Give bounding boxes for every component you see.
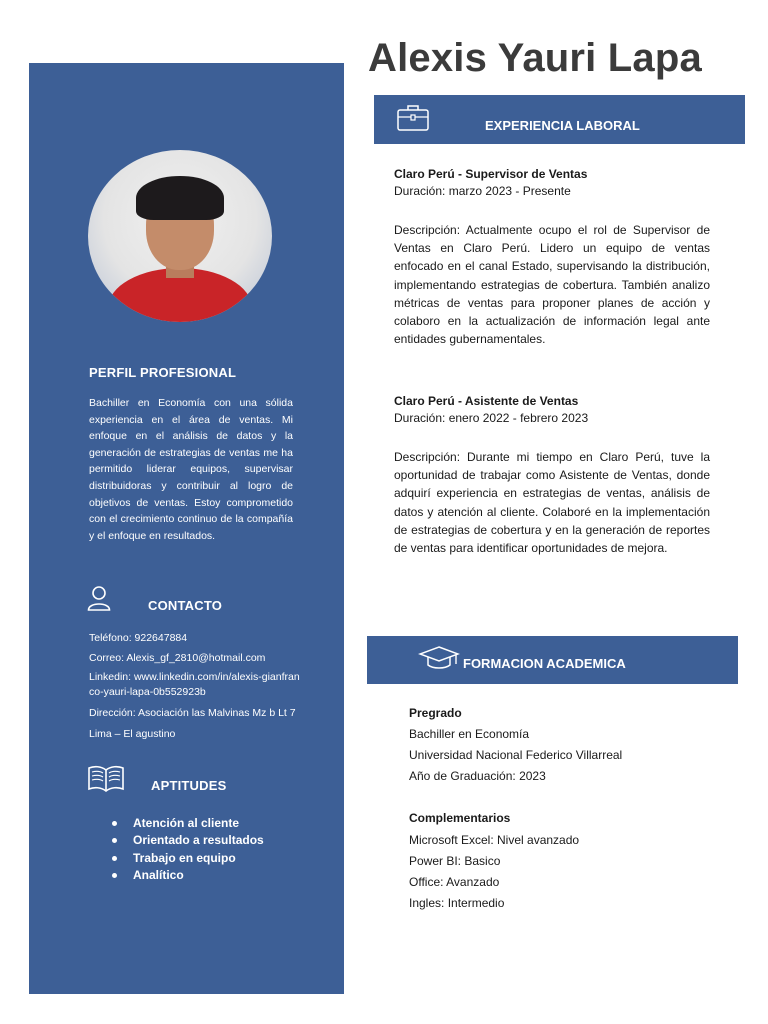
education-item: Bachiller en Economía [409, 727, 530, 741]
job-title: Claro Perú - Asistente de Ventas [394, 394, 579, 408]
book-icon [87, 765, 125, 793]
job-title: Claro Perú - Supervisor de Ventas [394, 167, 588, 181]
complementarios-label: Complementarios [409, 811, 511, 825]
education-item: Power BI: Basico [409, 854, 501, 868]
contact-address-line1: Dirección: Asociación las Malvinas Mz b Lt 7 [89, 707, 296, 719]
job-duration: Duración: enero 2022 - febrero 2023 [394, 411, 589, 425]
education-item: Año de Graduación: 2023 [409, 769, 546, 783]
job-description: Descripción: Actualmente ocupo el rol de Supervisor de Ventas en Claro Perú. Lidero un equipo de ventas enfocado en el canal Estado, supervisando la distribución, implementando estrategias de cobertura. También analizo métricas de ventas para proponer planes de acción y colaboro en la actualización de información legal ante entidades gubernamentales. [394, 223, 710, 347]
contact-address-line2: Lima – El agustino [89, 728, 176, 740]
experience-heading: EXPERIENCIA LABORAL [485, 118, 640, 133]
profile-text: Bachiller en Economía con una sólida experiencia en el área de ventas. Mi enfoque en el análisis de datos y la generación de estrategias de ventas me ha permitido liderar equipos, supervisar distribuidoras y contribuir al logro de objetivos de ventas. Estoy comprometido con el crecimiento continuo de la compañía y el enfoque en resultados. [89, 397, 293, 542]
aptitude-item: Atención al cliente [112, 815, 264, 832]
education-item: Ingles: Intermedio [409, 896, 505, 910]
briefcase-icon [396, 102, 430, 132]
aptitudes-heading: APTITUDES [151, 778, 227, 793]
job-duration: Duración: marzo 2023 - Presente [394, 184, 571, 198]
education-item: Microsoft Excel: Nivel avanzado [409, 833, 580, 847]
aptitudes-list [112, 815, 264, 884]
person-name: Alexis Yauri Lapa [368, 36, 702, 80]
job-description: Descripción: Durante mi tiempo en Claro Perú, tuve la oportunidad de trabajar como Asistente de Ventas, donde adquirí experiencia en estrategias de ventas, análisis de datos y atención al cliente. Colaboré en la implementación de estrategias de cobertura y en la generación de reportes de ventas para identificar oportunidades de mejora. [394, 450, 710, 556]
education-heading: FORMACION ACADEMICA [463, 656, 626, 671]
education-item: Office: Avanzado [409, 875, 500, 889]
profile-heading: PERFIL PROFESIONAL [89, 365, 237, 380]
profile-photo [88, 150, 272, 322]
person-icon [87, 585, 111, 611]
contact-heading: CONTACTO [148, 598, 223, 613]
contact-linkedin[interactable]: Linkedin: www.linkedin.com/in/alexis-gianfranco-yauri-lapa-0b552923b [89, 671, 300, 698]
aptitude-item: Orientado a resultados [112, 832, 264, 849]
photo-hair [136, 176, 224, 220]
graduation-cap-icon [418, 645, 460, 671]
aptitude-item: Analítico [112, 867, 264, 884]
pregrado-label: Pregrado [409, 706, 462, 720]
contact-phone: Teléfono: 922647884 [89, 632, 188, 644]
aptitude-item: Trabajo en equipo [112, 850, 264, 867]
contact-email[interactable]: Correo: Alexis_gf_2810@hotmail.com [89, 652, 266, 664]
education-item: Universidad Nacional Federico Villarreal [409, 748, 623, 762]
